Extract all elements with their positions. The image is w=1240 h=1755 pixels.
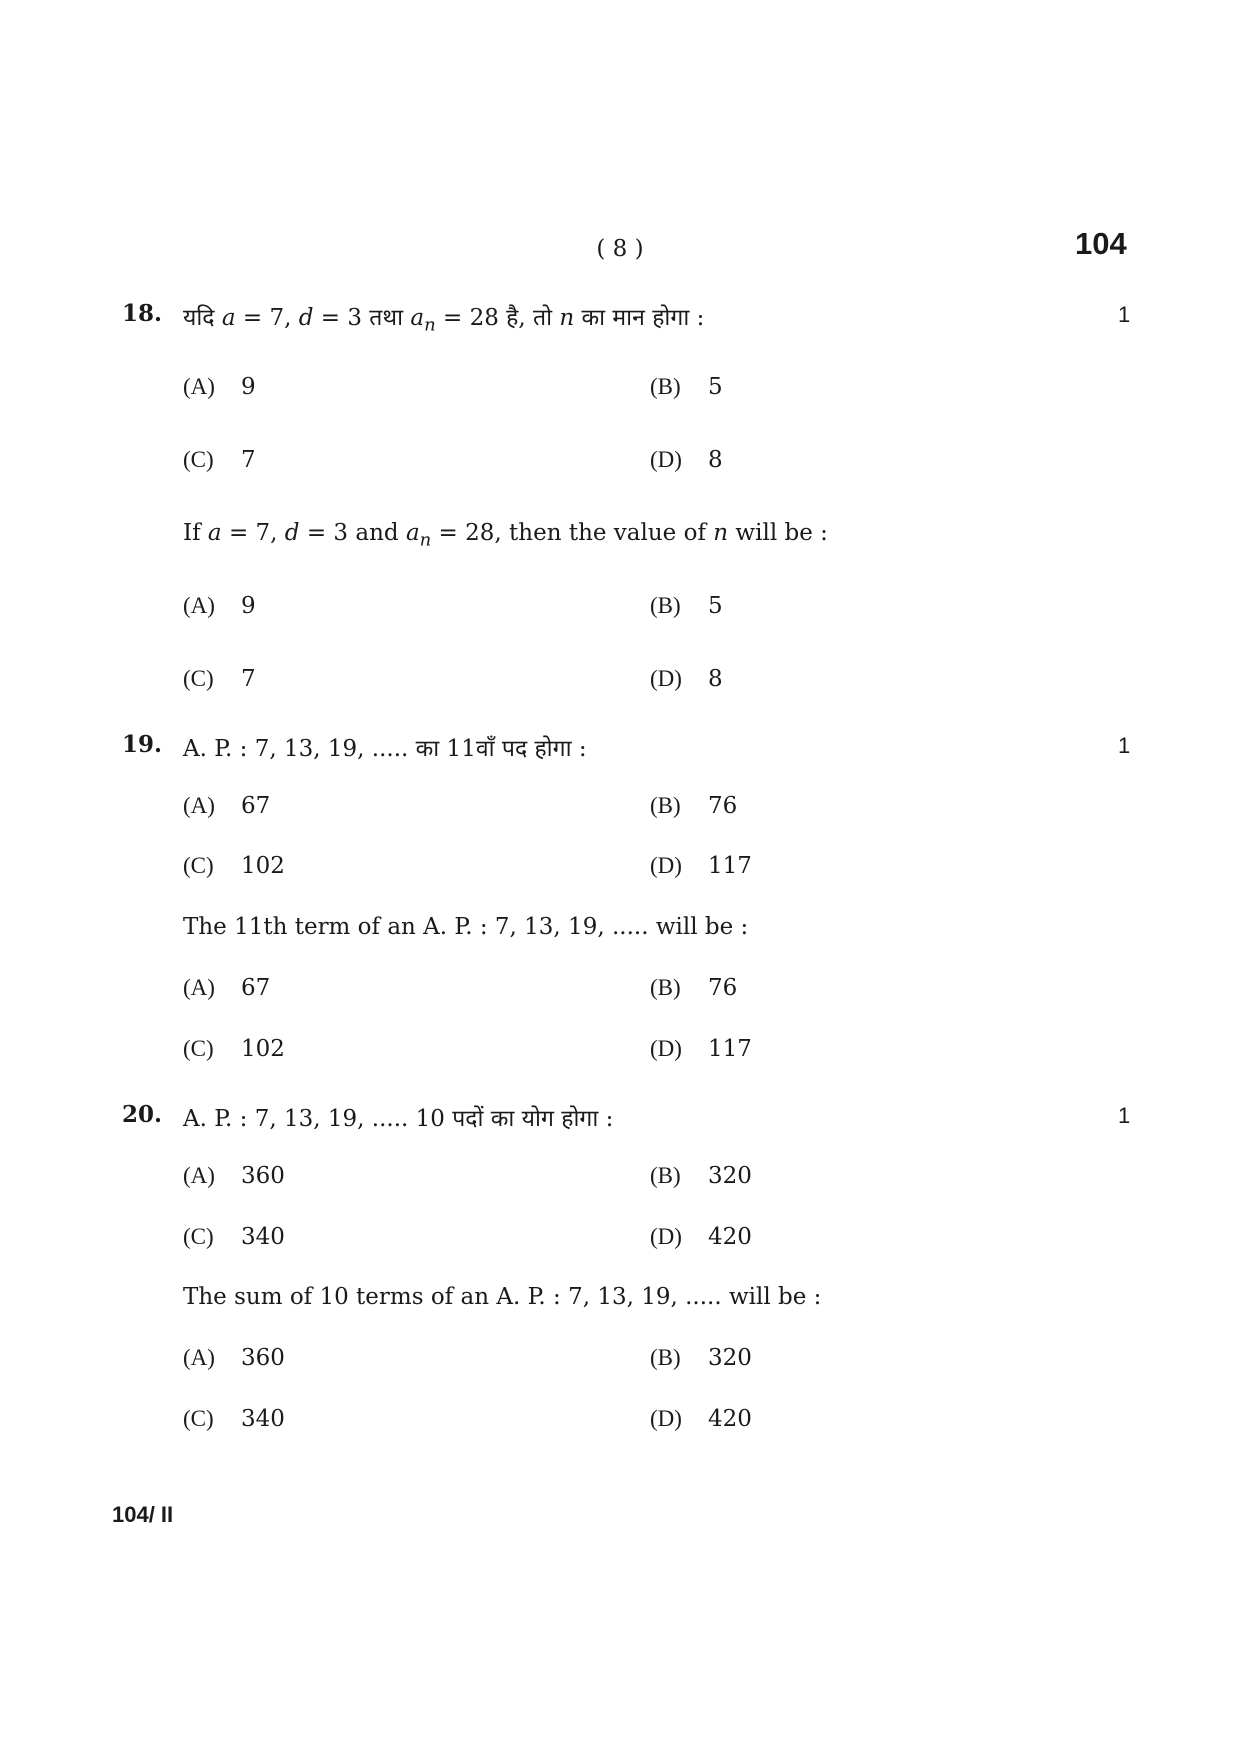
option-b[interactable]: (B) 76 — [650, 975, 738, 1001]
question-19-english-text: The 11th term of an A. P. : 7, 13, 19, ..... will be : — [183, 914, 749, 940]
option-c[interactable]: (C) 7 — [183, 447, 256, 473]
page-number: ( 8 ) — [596, 236, 644, 262]
option-a[interactable]: (A) 67 — [183, 975, 271, 1001]
option-a[interactable]: (A) 9 — [183, 593, 256, 619]
question-20-marks: 1 — [1118, 1103, 1131, 1128]
question-18-hindi-text: यदि a = 7, d = 3 तथा $a_n = 28$ है, तो n का मान होगा : — [183, 305, 705, 336]
option-a[interactable]: (A) 360 — [183, 1163, 285, 1189]
question-20-number: 20. — [122, 1101, 163, 1128]
option-d[interactable]: (D) 420 — [650, 1406, 752, 1432]
option-d[interactable]: (D) 8 — [650, 666, 723, 692]
footer-paper-code: 104/ II — [112, 1502, 174, 1527]
question-20-english-text: The sum of 10 terms of an A. P. : 7, 13, 19, ..... will be : — [183, 1284, 822, 1310]
option-d[interactable]: (D) 420 — [650, 1224, 752, 1250]
question-18-marks: 1 — [1118, 302, 1131, 327]
option-a[interactable]: (A) 67 — [183, 793, 271, 819]
option-d[interactable]: (D) 117 — [650, 853, 752, 879]
option-b[interactable]: (B) 5 — [650, 374, 723, 400]
option-c[interactable]: (C) 7 — [183, 666, 256, 692]
paper-code: 104 — [1075, 226, 1127, 261]
option-a[interactable]: (A) 360 — [183, 1345, 285, 1371]
question-19-marks: 1 — [1118, 733, 1131, 758]
question-19-hindi-text: A. P. : 7, 13, 19, ..... का 11वाँ पद होगा : — [183, 736, 587, 762]
option-b[interactable]: (B) 320 — [650, 1345, 752, 1371]
option-d[interactable]: (D) 8 — [650, 447, 723, 473]
option-d[interactable]: (D) 117 — [650, 1036, 752, 1062]
question-20-hindi-text: A. P. : 7, 13, 19, ..... 10 पदों का योग होगा : — [183, 1106, 614, 1132]
option-b[interactable]: (B) 320 — [650, 1163, 752, 1189]
question-18-english-text: If a = 7, d = 3 and $a_n = 28$, then the value of n will be : — [183, 520, 828, 551]
option-b[interactable]: (B) 76 — [650, 793, 738, 819]
option-b[interactable]: (B) 5 — [650, 593, 723, 619]
question-19-number: 19. — [122, 731, 163, 758]
option-c[interactable]: (C) 102 — [183, 853, 285, 879]
option-a[interactable]: (A) 9 — [183, 374, 256, 400]
option-c[interactable]: (C) 102 — [183, 1036, 285, 1062]
option-c[interactable]: (C) 340 — [183, 1406, 285, 1432]
question-18-number: 18. — [122, 300, 163, 327]
option-c[interactable]: (C) 340 — [183, 1224, 285, 1250]
